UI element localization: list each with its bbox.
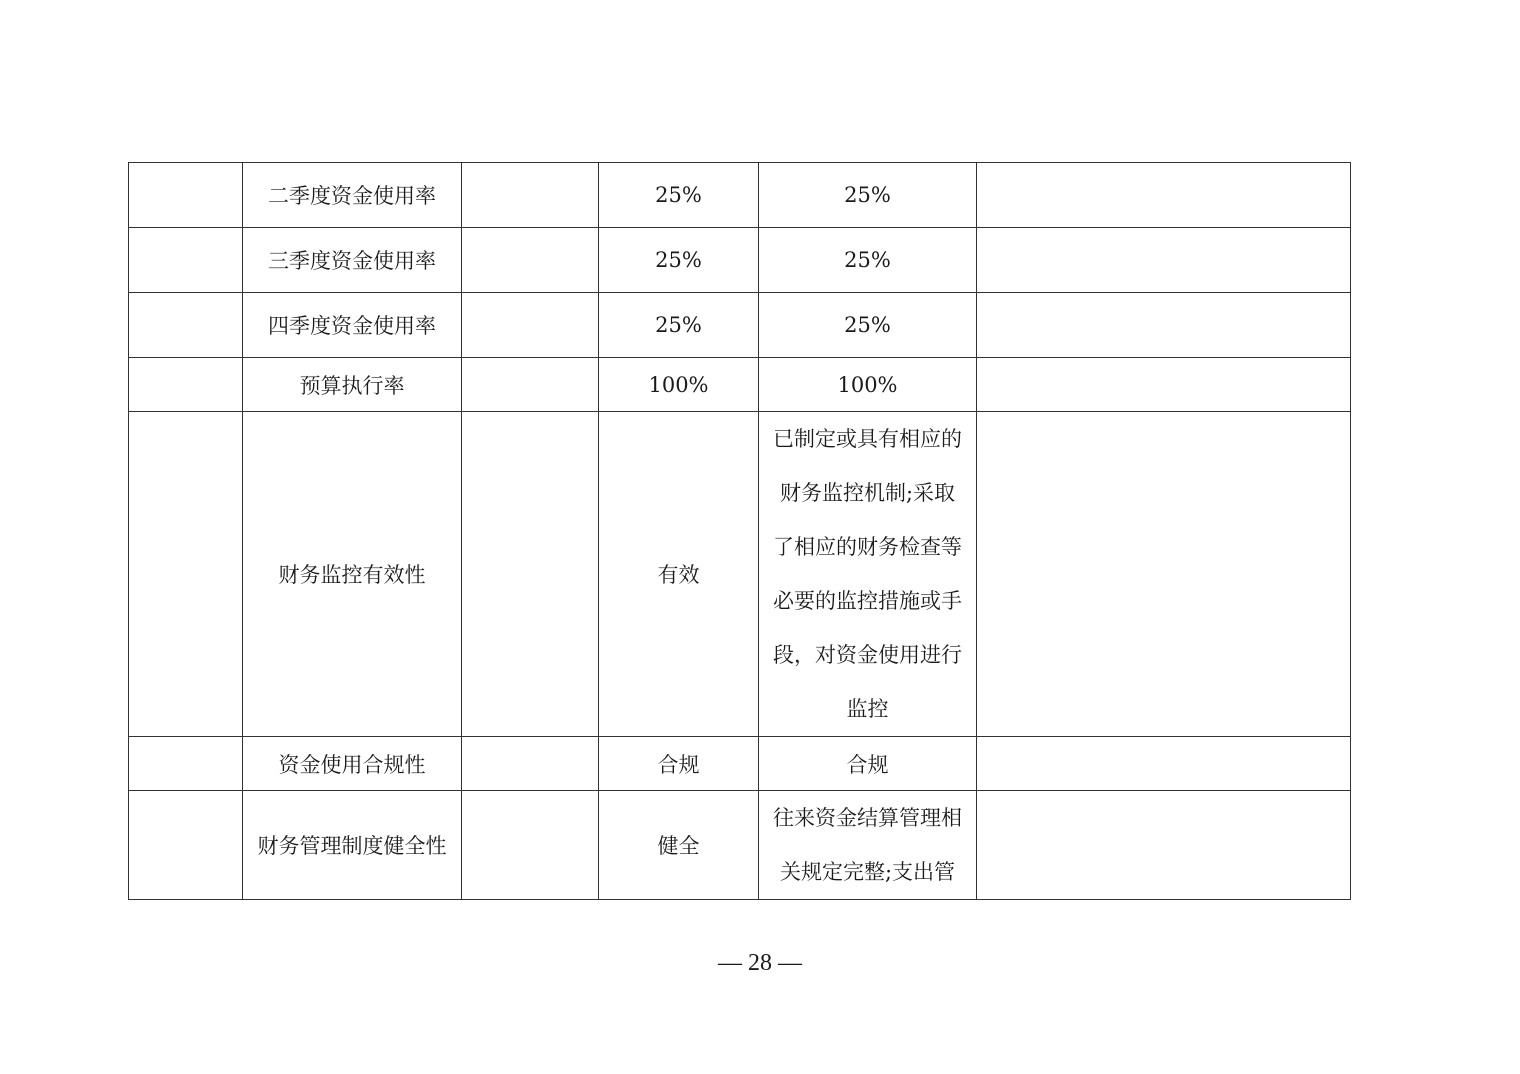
actual-value: 25% [759, 228, 977, 293]
remark-cell [977, 791, 1351, 900]
target-value: 25% [599, 293, 759, 358]
category-cell [129, 163, 243, 228]
blank-cell [462, 358, 599, 412]
indicator-name: 资金使用合规性 [243, 737, 462, 791]
indicator-name: 财务管理制度健全性 [243, 791, 462, 900]
remark-cell [977, 737, 1351, 791]
table-row [129, 358, 1351, 412]
remark-cell [977, 358, 1351, 412]
remark-cell [977, 163, 1351, 228]
category-cell [129, 791, 243, 900]
performance-indicator-table [128, 162, 1351, 900]
blank-cell [462, 163, 599, 228]
page-number: — 28 — [718, 950, 802, 976]
actual-value: 25% [759, 163, 977, 228]
target-value: 25% [599, 163, 759, 228]
target-value: 健全 [599, 791, 759, 900]
remark-cell [977, 412, 1351, 737]
blank-cell [462, 412, 599, 737]
actual-value: 25% [759, 293, 977, 358]
actual-text-line: 往来资金结算管理相 [773, 806, 962, 830]
indicator-name: 三季度资金使用率 [243, 228, 462, 293]
blank-cell [462, 293, 599, 358]
actual-value [759, 791, 977, 900]
remark-cell [977, 293, 1351, 358]
category-cell [129, 358, 243, 412]
actual-value [759, 412, 977, 737]
target-value: 合规 [599, 737, 759, 791]
target-value: 有效 [599, 412, 759, 737]
table-row [129, 412, 1351, 737]
target-value: 25% [599, 228, 759, 293]
actual-text-line: 必要的监控措施或手 [773, 589, 962, 613]
remark-cell [977, 228, 1351, 293]
category-cell [129, 412, 243, 737]
category-cell [129, 228, 243, 293]
table-row [129, 791, 1351, 900]
indicator-name: 二季度资金使用率 [243, 163, 462, 228]
actual-value: 100% [759, 358, 977, 412]
table-row [129, 228, 1351, 293]
actual-text-line: 关规定完整;支出管 [779, 860, 956, 884]
actual-text-line: 财务监控机制;采取 [779, 481, 956, 505]
category-cell [129, 737, 243, 791]
table-row [129, 737, 1351, 791]
actual-text-line: 段，对资金使用进行 [773, 643, 962, 667]
table-row [129, 163, 1351, 228]
target-value: 100% [599, 358, 759, 412]
category-cell [129, 293, 243, 358]
indicator-name: 四季度资金使用率 [243, 293, 462, 358]
blank-cell [462, 737, 599, 791]
actual-text-line: 已制定或具有相应的 [773, 427, 962, 451]
actual-text-line: 了相应的财务检查等 [773, 535, 962, 559]
actual-value: 合规 [759, 737, 977, 791]
indicator-name: 财务监控有效性 [243, 412, 462, 737]
actual-text-line: 监控 [846, 697, 889, 721]
blank-cell [462, 791, 599, 900]
indicator-name: 预算执行率 [243, 358, 462, 412]
blank-cell [462, 228, 599, 293]
table-row [129, 293, 1351, 358]
